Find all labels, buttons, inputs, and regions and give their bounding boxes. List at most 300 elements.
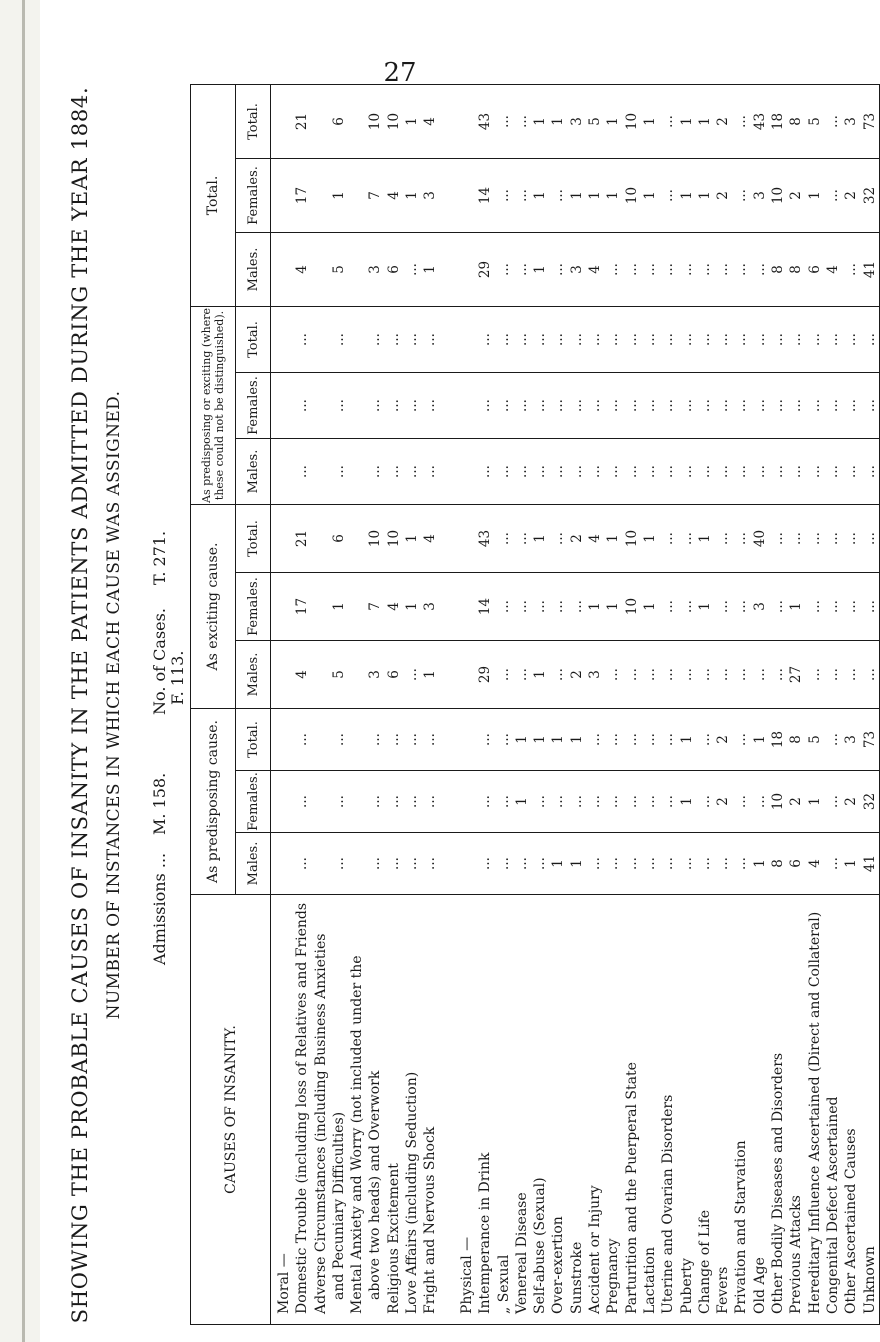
table-cell <box>348 85 366 158</box>
binding-gutter <box>22 0 25 1342</box>
table-cell: ... <box>550 795 567 808</box>
binding-edge <box>0 0 40 1342</box>
header-combined: As predisposing or exciting (where these could not be distinguished). <box>191 306 236 504</box>
table-cell: ... <box>770 668 787 681</box>
table-cell: 32 <box>861 186 878 205</box>
table-cell: 1 <box>806 191 823 200</box>
table-cell: ... <box>385 733 402 746</box>
sub-header: Total. <box>236 306 271 372</box>
table-cell: ... <box>513 263 530 276</box>
table-cell: ... <box>733 857 750 870</box>
table-cell: 4 <box>294 670 311 679</box>
table-cell: 2 <box>715 191 732 200</box>
table-cell: ... <box>495 333 512 346</box>
table-cell: ... <box>550 532 567 545</box>
table-cell: ... <box>806 600 823 613</box>
table-cell: ... <box>824 532 841 545</box>
table-cell: ... <box>513 465 530 478</box>
table-cell: 10 <box>623 597 640 616</box>
table-cell: 1 <box>678 797 695 806</box>
table-cell: ... <box>330 857 347 870</box>
table-cell: 1 <box>550 735 567 744</box>
table-cell: ... <box>696 668 713 681</box>
table-cell: ... <box>513 600 530 613</box>
table-cell: 5 <box>587 117 604 126</box>
table-cell: ... <box>587 399 604 412</box>
table-cell: ... <box>623 857 640 870</box>
table-cell <box>275 833 293 894</box>
cause-row: Religious Excitement <box>385 1163 402 1314</box>
table-cell: ... <box>733 189 750 202</box>
cause-row: Sunstroke <box>568 1241 585 1314</box>
table-cell: ... <box>513 532 530 545</box>
table-cell: ... <box>422 733 439 746</box>
cause-row: Self-abuse (Sexual) <box>532 1177 549 1314</box>
table-cell: ... <box>550 600 567 613</box>
table-cell: ... <box>641 263 658 276</box>
table-cell <box>275 505 293 572</box>
table-cell <box>348 709 366 770</box>
table-cell: ... <box>404 263 421 276</box>
table-cell: 1 <box>568 859 585 868</box>
table-cell: ... <box>660 333 677 346</box>
table-cell: 1 <box>513 735 530 744</box>
table-cell: 14 <box>477 597 494 616</box>
sub-header: Females. <box>236 771 271 833</box>
cause-row: Other Ascertained Causes <box>843 1128 860 1314</box>
table-cell: ... <box>733 399 750 412</box>
table-cell: ... <box>861 600 878 613</box>
table-cell: ... <box>623 795 640 808</box>
table-cell: 2 <box>788 797 805 806</box>
table-cell: 1 <box>605 191 622 200</box>
table-cell: 10 <box>770 792 787 811</box>
sub-header: Males. <box>236 232 271 306</box>
table-cell: 3 <box>422 191 439 200</box>
table-cell: ... <box>733 465 750 478</box>
table-cell <box>458 373 476 438</box>
table-cell: ... <box>824 399 841 412</box>
table-cell: 10 <box>623 186 640 205</box>
table-cell: 3 <box>367 265 384 274</box>
table-cell <box>275 573 293 640</box>
table-cell: 2 <box>788 191 805 200</box>
table-cell: ... <box>568 600 585 613</box>
table-cell: 1 <box>550 859 567 868</box>
table-cell: ... <box>404 333 421 346</box>
table-cell: ... <box>788 532 805 545</box>
table-cell: ... <box>770 333 787 346</box>
table-cell: ... <box>422 333 439 346</box>
table-cell: 1 <box>532 117 549 126</box>
table-cell: 1 <box>532 191 549 200</box>
table-cell: 32 <box>861 792 878 811</box>
header-total: Total. <box>191 84 236 306</box>
table-cell: 2 <box>568 534 585 543</box>
table-cell: 6 <box>330 117 347 126</box>
table-cell: 2 <box>843 797 860 806</box>
table-cell: 3 <box>843 117 860 126</box>
exciting-males-column <box>271 641 880 709</box>
table-cell <box>275 85 293 158</box>
table-cell: 1 <box>641 191 658 200</box>
table-cell: 1 <box>605 602 622 611</box>
table-cell: ... <box>843 333 860 346</box>
table-cell <box>458 833 476 894</box>
table-cell: ... <box>715 600 732 613</box>
table-cell: ... <box>404 399 421 412</box>
table-cell: 4 <box>385 191 402 200</box>
cause-row: Venereal Disease <box>513 1192 530 1314</box>
table-cell: ... <box>587 465 604 478</box>
table-cell <box>458 573 476 640</box>
table-cell: ... <box>623 263 640 276</box>
table-cell: 18 <box>770 730 787 749</box>
table-cell: ... <box>696 733 713 746</box>
table-cell: ... <box>733 668 750 681</box>
table-cell: ... <box>367 333 384 346</box>
table-cell: ... <box>715 333 732 346</box>
cause-row: Physical — <box>458 1236 475 1314</box>
table-cell: ... <box>385 333 402 346</box>
table-cell: ... <box>641 733 658 746</box>
table-cell: 8 <box>770 859 787 868</box>
table-cell: 1 <box>641 602 658 611</box>
table-cell <box>458 771 476 832</box>
table-cell <box>348 233 366 306</box>
table-cell: 10 <box>367 112 384 131</box>
table-cell <box>440 709 458 770</box>
table-cell <box>312 505 330 572</box>
table-cell: ... <box>660 600 677 613</box>
table-cell: 4 <box>824 265 841 274</box>
table-cell: ... <box>532 399 549 412</box>
table-cell: ... <box>404 465 421 478</box>
table-cell <box>312 307 330 372</box>
table-cell: 1 <box>587 191 604 200</box>
table-cell <box>458 159 476 232</box>
cause-row: „ Sexual <box>495 1254 512 1314</box>
table-cell: 1 <box>788 602 805 611</box>
table-cell: 4 <box>587 534 604 543</box>
table-cell: 1 <box>843 859 860 868</box>
admissions-line <box>142 85 187 1325</box>
table-cell: 3 <box>568 265 585 274</box>
cause-row: Adverse Circumstances (including Business Anxieties <box>312 933 329 1314</box>
table-cell <box>312 159 330 232</box>
table-cell: ... <box>660 795 677 808</box>
table-cell: ... <box>532 795 549 808</box>
table-cell: 1 <box>422 670 439 679</box>
table-cell: 10 <box>770 186 787 205</box>
table-cell: ... <box>477 333 494 346</box>
cause-row: Congenital Defect Ascertained <box>824 1096 841 1314</box>
table-cell: ... <box>751 263 768 276</box>
table-cell: ... <box>385 399 402 412</box>
table-cell <box>440 373 458 438</box>
table-frame <box>40 0 878 1342</box>
table-cell <box>458 307 476 372</box>
exciting-females-column <box>271 573 880 641</box>
table-cell: 3 <box>568 117 585 126</box>
table-cell: 1 <box>422 265 439 274</box>
cause-row: Unknown <box>861 1246 878 1314</box>
table-cell: ... <box>715 532 732 545</box>
table-cell: ... <box>623 465 640 478</box>
table-cell: ... <box>715 465 732 478</box>
table-cell: 3 <box>751 602 768 611</box>
table-cell: 1 <box>641 117 658 126</box>
table-cell: ... <box>660 532 677 545</box>
header-causes: CAUSES OF INSANITY. <box>191 895 271 1325</box>
table-cell <box>440 641 458 708</box>
table-cell: 6 <box>330 534 347 543</box>
table-cell: 2 <box>715 797 732 806</box>
table-cell: ... <box>824 733 841 746</box>
cause-row: and Pecuniary Difficulties) <box>330 1111 347 1300</box>
cause-row: Old Age <box>751 1257 768 1314</box>
table-cell <box>312 373 330 438</box>
table-cell: ... <box>843 465 860 478</box>
admissions-males: M. 158. <box>150 772 169 835</box>
cause-row: Over-exertion <box>550 1216 567 1314</box>
table-cell: 14 <box>477 186 494 205</box>
table-cell <box>312 85 330 158</box>
totals-females-column <box>271 158 880 232</box>
table-subtitle: NUMBER OF INSTANCES IN WHICH EACH CAUSE WAS ASSIGNED. <box>104 390 124 1020</box>
table-cell: ... <box>605 857 622 870</box>
table-cell: 27 <box>788 665 805 684</box>
table-cell: 1 <box>330 602 347 611</box>
table-cell: 1 <box>696 117 713 126</box>
table-cell: ... <box>294 795 311 808</box>
sub-header: Females. <box>236 373 271 439</box>
table-cell: ... <box>495 115 512 128</box>
table-cell: ... <box>550 465 567 478</box>
table-cell: 8 <box>770 265 787 274</box>
table-cell: ... <box>330 465 347 478</box>
table-cell: ... <box>678 600 695 613</box>
table-cell: ... <box>641 333 658 346</box>
table-cell <box>312 439 330 504</box>
table-cell: ... <box>568 795 585 808</box>
table-cell: 3 <box>751 191 768 200</box>
table-cell: 3 <box>843 735 860 744</box>
table-cell: ... <box>824 600 841 613</box>
table-cell: ... <box>751 668 768 681</box>
table-cell: ... <box>550 399 567 412</box>
table-cell <box>312 771 330 832</box>
table-cell: ... <box>660 857 677 870</box>
table-cell: ... <box>294 399 311 412</box>
table-cell: 2 <box>843 191 860 200</box>
table-cell: 1 <box>568 735 585 744</box>
table-cell: ... <box>641 399 658 412</box>
sub-header: Total. <box>236 505 271 573</box>
table-cell: 17 <box>294 597 311 616</box>
table-cell: 1 <box>404 117 421 126</box>
table-cell: 5 <box>330 265 347 274</box>
table-cell: 1 <box>568 191 585 200</box>
table-cell: 2 <box>715 117 732 126</box>
table-cell: ... <box>330 733 347 746</box>
table-cell <box>458 439 476 504</box>
table-cell: ... <box>678 857 695 870</box>
table-cell: 1 <box>404 534 421 543</box>
table-cell: ... <box>568 465 585 478</box>
table-cell: 3 <box>367 670 384 679</box>
table-cell: ... <box>660 399 677 412</box>
table-cell: ... <box>770 532 787 545</box>
table-cell: 1 <box>532 534 549 543</box>
table-cell: ... <box>660 733 677 746</box>
table-cell: ... <box>550 263 567 276</box>
table-cell: 5 <box>806 117 823 126</box>
table-cell: ... <box>696 399 713 412</box>
table-cell: ... <box>404 668 421 681</box>
table-cell: ... <box>330 399 347 412</box>
table-cell: 6 <box>788 859 805 868</box>
table-cell: 7 <box>367 602 384 611</box>
table-cell: ... <box>696 795 713 808</box>
table-cell <box>348 159 366 232</box>
table-cell: ... <box>404 733 421 746</box>
table-cell: ... <box>495 263 512 276</box>
table-cell: 1 <box>587 602 604 611</box>
table-cell <box>275 771 293 832</box>
table-cell <box>440 573 458 640</box>
table-cell: ... <box>660 263 677 276</box>
cause-row: Pregnancy <box>605 1238 622 1314</box>
cause-row: Other Bodily Diseases and Disorders <box>770 1052 787 1314</box>
table-cell: 1 <box>751 859 768 868</box>
table-cell <box>440 505 458 572</box>
table-cell: ... <box>385 857 402 870</box>
table-cell: ... <box>587 795 604 808</box>
table-cell: 1 <box>696 534 713 543</box>
rotated-table-sheet <box>60 85 878 1325</box>
table-cell: 1 <box>696 191 713 200</box>
header-predisposing: As predisposing cause. <box>191 709 236 895</box>
table-cell <box>458 85 476 158</box>
table-cell: ... <box>404 795 421 808</box>
exciting-total-column <box>271 505 880 573</box>
table-cell: ... <box>513 189 530 202</box>
table-cell: ... <box>477 465 494 478</box>
table-cell: ... <box>294 857 311 870</box>
cause-row: Domestic Trouble (including loss of Relatives and Friends <box>294 902 311 1314</box>
cause-row: Intemperance in Drink <box>477 1152 494 1314</box>
table-cell: ... <box>623 399 640 412</box>
cause-row: Moral — <box>276 1253 292 1314</box>
table-cell: ... <box>495 857 512 870</box>
table-cell: ... <box>513 668 530 681</box>
table-cell: ... <box>477 857 494 870</box>
table-cell: 43 <box>751 112 768 131</box>
table-cell: ... <box>587 733 604 746</box>
table-cell: 10 <box>367 529 384 548</box>
table-cell: 1 <box>513 797 530 806</box>
table-cell: ... <box>422 857 439 870</box>
table-cell: ... <box>477 399 494 412</box>
table-cell <box>458 709 476 770</box>
table-cell: ... <box>715 668 732 681</box>
table-cell: ... <box>678 263 695 276</box>
table-cell: ... <box>751 795 768 808</box>
table-cell: ... <box>641 465 658 478</box>
table-cell <box>458 505 476 572</box>
cause-row <box>440 901 458 1314</box>
cause-row: Mental Anxiety and Worry (not included under the <box>349 955 366 1314</box>
table-cell: ... <box>513 857 530 870</box>
table-cell: 4 <box>385 602 402 611</box>
table-cell: 1 <box>532 735 549 744</box>
sub-header: Males. <box>236 833 271 895</box>
table-cell: 1 <box>806 797 823 806</box>
table-cell: ... <box>788 399 805 412</box>
table-cell: 1 <box>696 602 713 611</box>
table-cell <box>440 307 458 372</box>
table-cell: 5 <box>330 670 347 679</box>
table-cell: ... <box>678 333 695 346</box>
table-cell: ... <box>678 399 695 412</box>
table-cell: 18 <box>770 112 787 131</box>
table-cell: ... <box>696 263 713 276</box>
table-body-row <box>271 84 880 1324</box>
table-cell <box>275 641 293 708</box>
table-cell: 41 <box>861 260 878 279</box>
table-cell: ... <box>660 189 677 202</box>
table-cell: ... <box>678 465 695 478</box>
table-cell: 1 <box>678 191 695 200</box>
admissions-total: T. 271. <box>150 530 169 585</box>
table-cell: 8 <box>788 735 805 744</box>
table-cell: ... <box>294 465 311 478</box>
table-cell: ... <box>751 465 768 478</box>
table-cell: 29 <box>477 665 494 684</box>
table-cell: ... <box>495 189 512 202</box>
table-cell: ... <box>587 857 604 870</box>
table-cell: ... <box>843 399 860 412</box>
cause-row: Parturition and the Puerperal State <box>623 1062 640 1314</box>
table-cell: ... <box>422 465 439 478</box>
table-cell: 1 <box>605 534 622 543</box>
table-cell: 10 <box>623 529 640 548</box>
table-cell: ... <box>330 795 347 808</box>
combined-total-column <box>271 306 880 372</box>
table-cell: 2 <box>715 735 732 744</box>
table-cell: 6 <box>385 670 402 679</box>
table-cell: ... <box>861 333 878 346</box>
table-cell <box>348 505 366 572</box>
table-cell: ... <box>605 465 622 478</box>
sub-header: Total. <box>236 84 271 158</box>
combined-males-column <box>271 439 880 505</box>
table-cell: ... <box>733 115 750 128</box>
cause-row: Change of Life <box>696 1209 713 1314</box>
table-cell: 1 <box>641 534 658 543</box>
table-title: SHOWING THE PROBABLE CAUSES OF INSANITY IN THE PATIENTS ADMITTED DURING THE YEAR 1884. <box>68 86 92 1324</box>
table-cell: ... <box>623 668 640 681</box>
admissions-cases-label: No. of Cases. <box>150 608 169 715</box>
table-cell: ... <box>824 857 841 870</box>
table-cell: ... <box>641 668 658 681</box>
table-cell: ... <box>770 600 787 613</box>
table-cell <box>275 439 293 504</box>
table-cell: ... <box>550 668 567 681</box>
table-cell: ... <box>733 600 750 613</box>
table-cell: 1 <box>532 670 549 679</box>
